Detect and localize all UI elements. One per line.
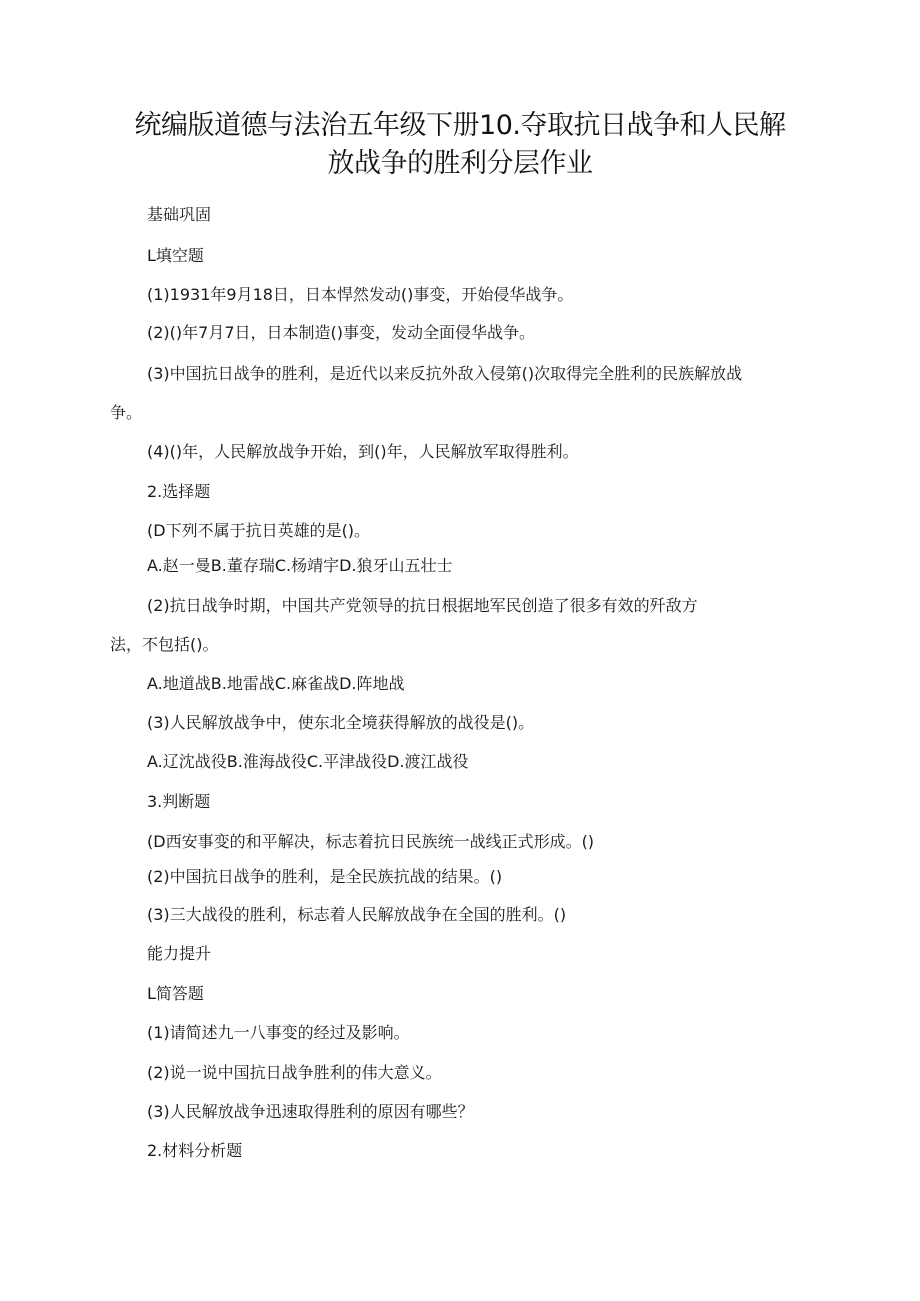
question-type-material-analysis: 2.材料分析题: [147, 1141, 243, 1160]
fill-blank-q2: (2)()年7月7日，日本制造()事变，发动全面侵华战争。: [147, 323, 535, 342]
question-type-fill-blank: L填空题: [147, 246, 204, 265]
judge-q3: (3)三大战役的胜利，标志着人民解放战争在全国的胜利。(): [147, 905, 567, 924]
short-answer-q1: (1)请简述九一八事变的经过及影响。: [147, 1023, 410, 1042]
judge-q2: (2)中国抗日战争的胜利，是全民族抗战的结果。(): [147, 867, 503, 886]
section-heading-advanced: 能力提升: [147, 944, 212, 963]
fill-blank-q3: (3)中国抗日战争的胜利，是近代以来反抗外敌入侵第()次取得完全胜利的民族解放战: [147, 364, 743, 383]
choice-q2: (2)抗日战争时期，中国共产党领导的抗日根据地军民创造了很多有效的歼敌方: [147, 596, 698, 615]
question-type-choice: 2.选择题: [147, 482, 211, 501]
short-answer-q3: (3)人民解放战争迅速取得胜利的原因有哪些？: [147, 1102, 474, 1121]
question-type-judge: 3.判断题: [147, 792, 211, 811]
choice-q2-continued: 法，不包括()。: [110, 635, 219, 654]
judge-q1: (D西安事变的和平解决，标志着抗日民族统一战线正式形成。(): [147, 832, 595, 851]
question-type-short-answer: L简答题: [147, 984, 204, 1003]
section-heading-basic: 基础巩固: [147, 205, 212, 224]
fill-blank-q4: (4)()年，人民解放战争开始，到()年，人民解放军取得胜利。: [147, 442, 579, 461]
document-title-line-2: 放战争的胜利分层作业: [327, 148, 593, 179]
choice-q3: (3)人民解放战争中，使东北全境获得解放的战役是()。: [147, 713, 535, 732]
document-title-line-1: 统编版道德与法治五年级下册10.夺取抗日战争和人民解: [134, 110, 786, 141]
short-answer-q2: (2)说一说中国抗日战争胜利的伟大意义。: [147, 1063, 442, 1082]
fill-blank-q1: (1)1931年9月18日，日本悍然发动()事变，开始侵华战争。: [147, 285, 574, 304]
choice-q3-options: A.辽沈战役B.淮海战役C.平津战役D.渡江战役: [147, 752, 469, 771]
choice-q1: (D下列不属于抗日英雄的是()。: [147, 521, 371, 540]
choice-q2-options: A.地道战B.地雷战C.麻雀战D.阵地战: [147, 674, 405, 693]
fill-blank-q3-continued: 争。: [110, 403, 143, 422]
choice-q1-options: A.赵一曼B.董存瑞C.杨靖宇D.狼牙山五壮士: [147, 556, 453, 575]
